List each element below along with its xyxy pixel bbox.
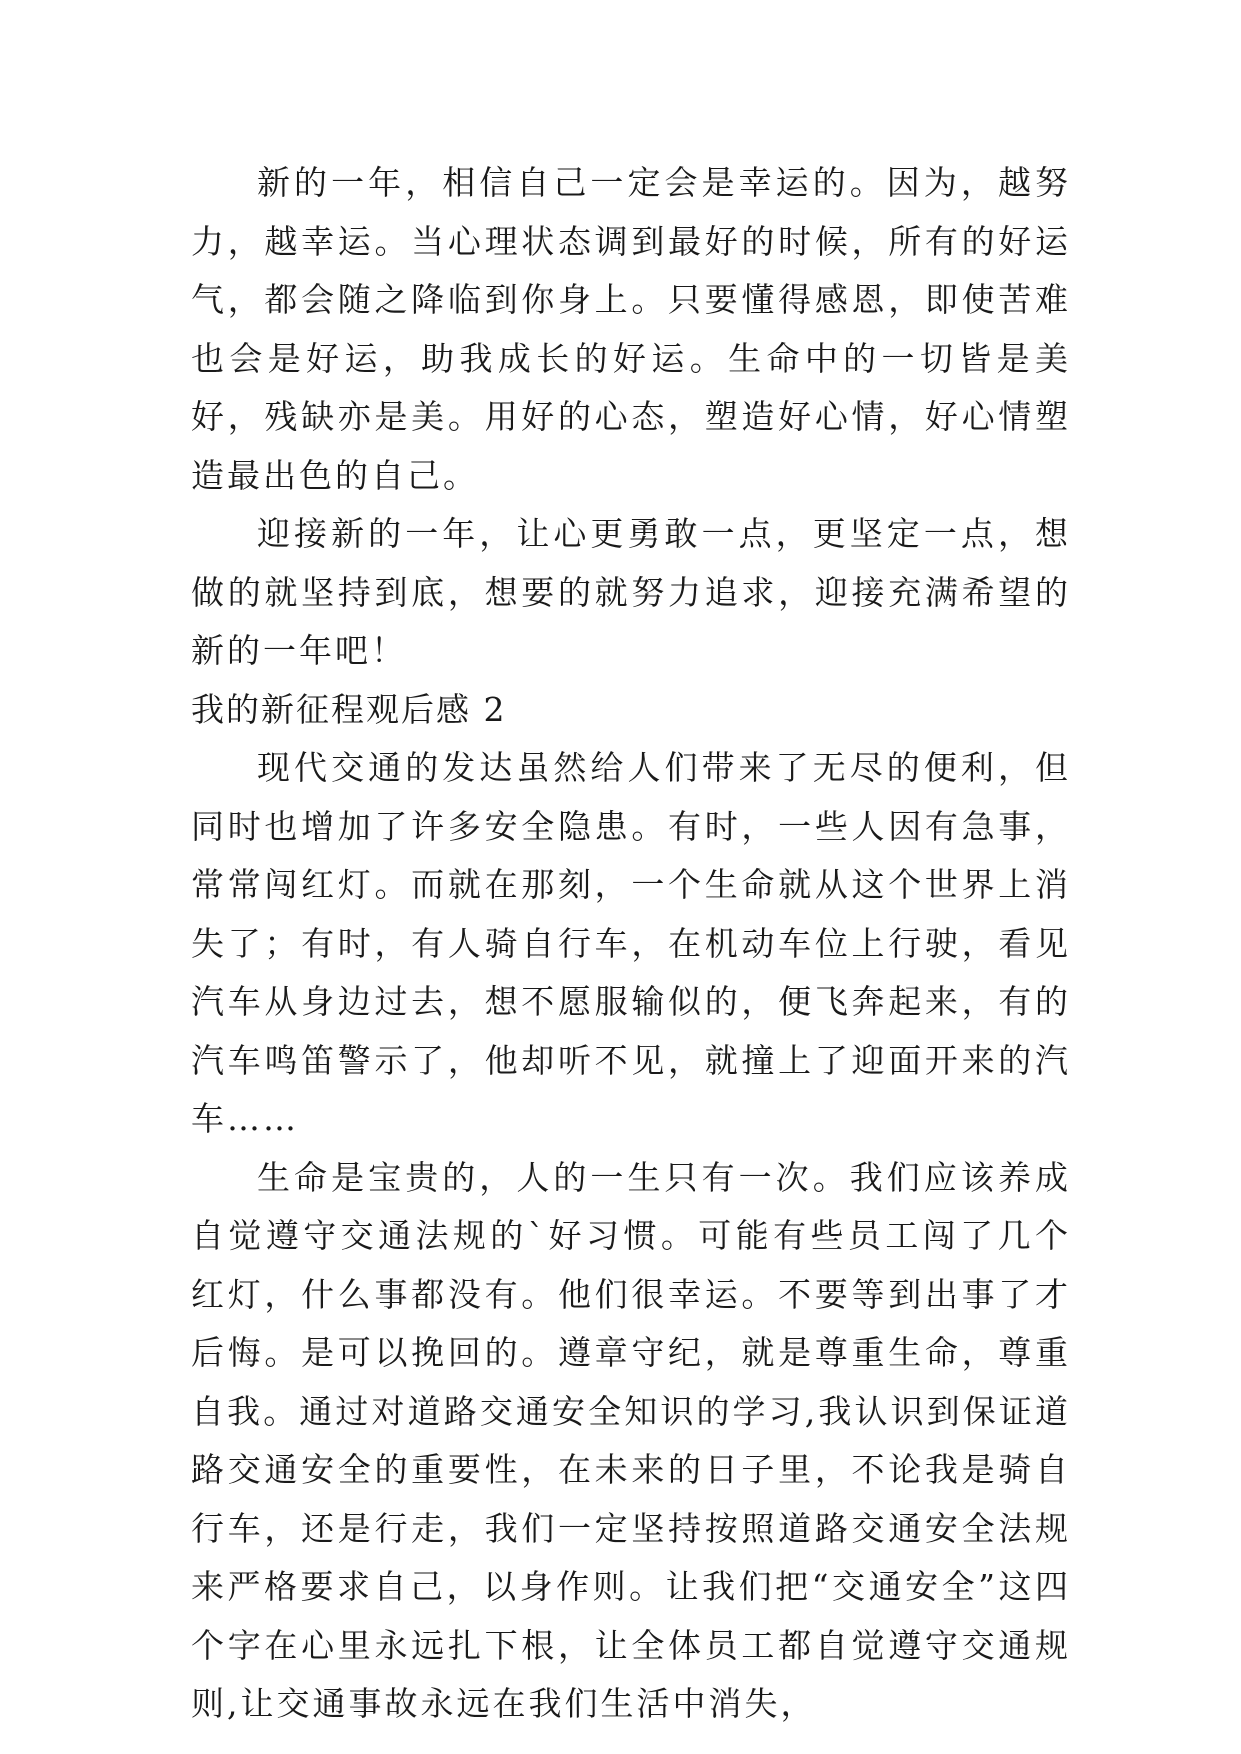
body-paragraph: 新的一年，相信自己一定会是幸运的。因为，越努力，越幸运。当心理状态调到最好的时候，所有的好运气，都会随之降临到你身上。只要懂得感恩，即使苦难也会是好运，助我成长的好运。生命中的一切皆是美好，残缺亦是美。用好的心态，塑造好心情，好心情塑造最出色的自己。 bbox=[191, 163, 1071, 495]
body-paragraph: 生命是宝贵的，人的一生只有一次。我们应该养成自觉遵守交通法规的`好习惯。可能有些员工闯了几个红灯，什么事都没有。他们很幸运。不要等到出事了才后悔。是可以挽回的。遵章守纪，就是尊重生命，尊重自我。通过对道路交通安全知识的学习,我认识到保证道路交通安全的重要性，在未来的日子里，不论我是骑自行车，还是行走，我们一定坚持按照道路交通安全法规来严格要求自己，以身作则。让我们把“交通安全”这四个字在心里永远扎下根，让全体员工都自觉遵守交通规则,让交通事故永远在我们生活中消失， bbox=[191, 1157, 1071, 1723]
body-paragraph: 迎接新的一年，让心更勇敢一点，更坚定一点，想做的就坚持到底，想要的就努力追求，迎接充满希望的新的一年吧！ bbox=[191, 514, 1071, 670]
section-heading: 我的新征程观后感 2 bbox=[191, 689, 507, 729]
document-body bbox=[191, 154, 1071, 1734]
body-paragraph: 现代交通的发达虽然给人们带来了无尽的便利，但同时也增加了许多安全隐患。有时，一些人因有急事，常常闯红灯。而就在那刻，一个生命就从这个世界上消失了；有时，有人骑自行车，在机动车位上行驶，看见汽车从身边过去，想不愿服输似的，便飞奔起来，有的汽车鸣笛警示了，他却听不见，就撞上了迎面开来的汽车…… bbox=[191, 748, 1071, 1138]
